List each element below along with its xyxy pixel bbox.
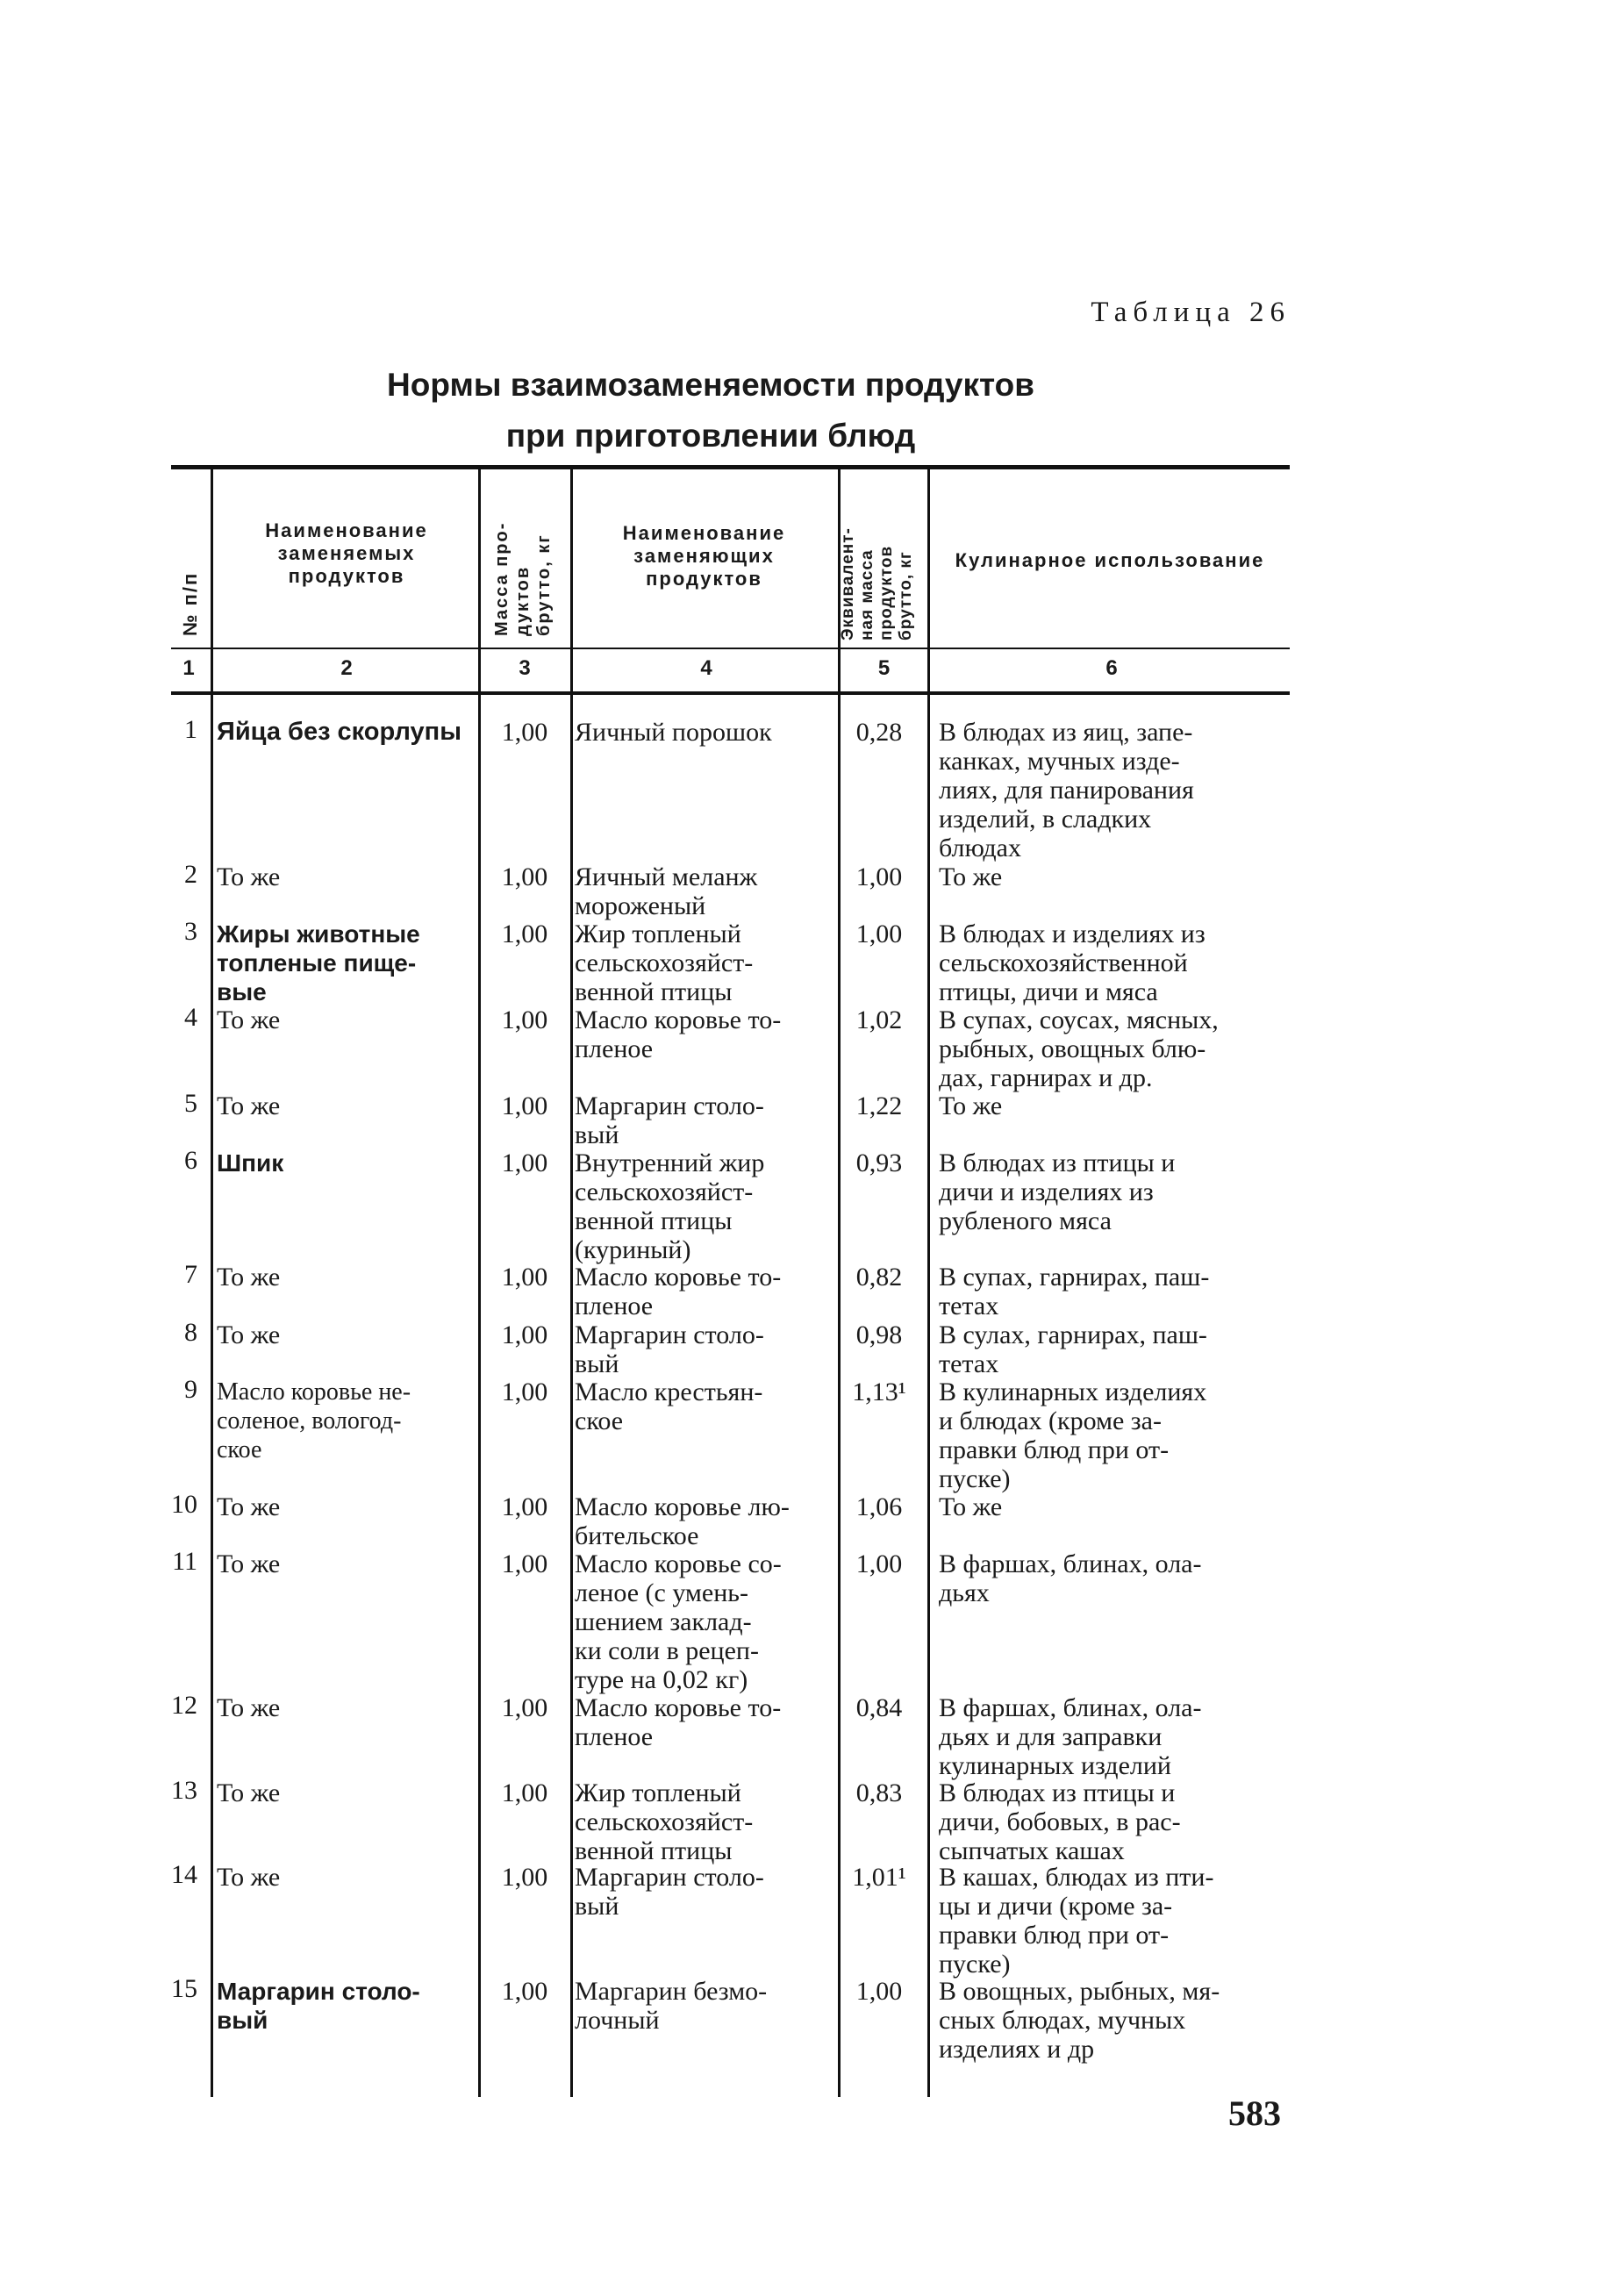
substitute-product: Масло коровье то- пленое	[575, 1263, 782, 1320]
substitute-product: Яичный меланж мороженый	[575, 862, 758, 920]
replaced-product: То же	[217, 1492, 281, 1521]
mass-value: 1,00	[501, 1863, 548, 1892]
culinary-use: В супах, гарнирах, паш- тетах	[939, 1263, 1210, 1320]
equivalent-value: 0,83	[855, 1778, 903, 1807]
replaced-product: То же	[217, 1778, 281, 1807]
mass-value: 1,00	[501, 1149, 548, 1177]
replaced-product: То же	[217, 1320, 281, 1349]
column-number: 1	[182, 656, 195, 680]
culinary-use: В блюдах и изделиях из сельскохозяйственной птицы, дичи и мяса	[939, 920, 1205, 1006]
column-number: 4	[700, 656, 712, 680]
substitute-product: Масло крестьян- ское	[575, 1378, 763, 1435]
column-number: 2	[340, 656, 353, 680]
replaced-product: То же	[217, 1263, 281, 1292]
table-title	[298, 360, 1123, 462]
culinary-use: В кулинарных изделиях и блюдах (кроме за- правки блюд при от- пуске)	[939, 1378, 1207, 1493]
header-equivalent-mass: Эквивалент- ная масса продуктов брутто, кг	[839, 527, 915, 640]
equivalent-value: 0,98	[855, 1320, 903, 1349]
column-number: 5	[877, 656, 891, 680]
equivalent-value: 1,00	[855, 920, 903, 948]
column-number: 6	[1105, 656, 1118, 680]
replaced-product: То же	[217, 1549, 281, 1578]
culinary-use: В сулах, гарнирах, паш- тетах	[939, 1320, 1207, 1378]
substitute-product: Масло коровье то- пленое	[575, 1693, 782, 1751]
equivalent-value: 1,00	[855, 862, 903, 891]
row-number: 4	[184, 1003, 197, 1032]
mass-value: 1,00	[501, 1492, 548, 1521]
culinary-use: В блюдах из птицы и дичи, бобовых, в рас- сыпчатых кашах	[939, 1778, 1181, 1865]
substitute-product: Жир топленый сельскохозяйст- венной птицы	[575, 1778, 754, 1865]
column-divider	[478, 469, 481, 2097]
equivalent-value: 0,82	[855, 1263, 903, 1292]
replaced-product: То же	[217, 1863, 281, 1892]
replaced-product: Жиры животные топленые пище- вые	[217, 920, 420, 1005]
substitute-product: Жир топленый сельскохозяйст- венной птицы	[575, 920, 754, 1006]
substitute-product: Яичный порошок	[575, 718, 772, 747]
mass-value: 1,00	[501, 1778, 548, 1807]
mass-value: 1,00	[501, 1263, 548, 1292]
culinary-use: В блюдах из яиц, запе- канках, мучных изде- лиях, для панирования изделий, в сладких блюдах	[939, 718, 1194, 862]
culinary-use: В овощных, рыбных, мя- сных блюдах, мучных изделиях и др	[939, 1977, 1220, 2064]
replaced-product: Масло коровье не- соленое, вологод- ское	[217, 1378, 411, 1463]
equivalent-value: 1,01¹	[852, 1863, 906, 1892]
header-replaced-products: Наименование заменяемых продуктов	[265, 519, 428, 587]
replaced-product: То же	[217, 862, 281, 891]
replaced-product: То же	[217, 1693, 281, 1722]
row-number: 11	[172, 1547, 197, 1576]
table-top-rule	[171, 465, 1290, 469]
replaced-product: Яйца без скорлупы	[217, 718, 461, 746]
title-line-1: Нормы взаимозаменяемости продуктов	[387, 367, 1034, 403]
equivalent-value: 1,06	[855, 1492, 903, 1521]
equivalent-value: 0,84	[855, 1693, 903, 1722]
mass-value: 1,00	[501, 1320, 548, 1349]
culinary-use: В фаршах, блинах, ола- дьях	[939, 1549, 1202, 1607]
column-divider	[927, 469, 930, 2097]
culinary-use: То же	[939, 862, 1003, 891]
culinary-use: То же	[939, 1091, 1003, 1120]
row-number: 3	[184, 917, 197, 946]
equivalent-value: 1,22	[855, 1091, 903, 1120]
substitute-product: Масло коровье со- леное (с умень- шением заклад- ки соли в рецеп- туре на 0,02 кг)	[575, 1549, 782, 1694]
substitute-product: Маргарин безмо- лочный	[575, 1977, 768, 2035]
mass-value: 1,00	[501, 1005, 548, 1034]
row-number: 15	[171, 1974, 197, 2003]
row-number: 6	[184, 1146, 197, 1175]
substitute-product: Маргарин столо- вый	[575, 1863, 764, 1921]
row-number: 9	[184, 1375, 197, 1404]
column-number: 3	[519, 656, 531, 680]
culinary-use: В блюдах из птицы и дичи и изделиях из рубленого мяса	[939, 1149, 1176, 1235]
culinary-use: То же	[939, 1492, 1003, 1521]
mass-value: 1,00	[501, 1378, 548, 1406]
row-number: 1	[184, 715, 197, 744]
substitute-product: Масло коровье лю- бительское	[575, 1492, 790, 1550]
mass-value: 1,00	[501, 1549, 548, 1578]
substitute-product: Маргарин столо- вый	[575, 1091, 764, 1149]
row-number: 2	[184, 860, 197, 889]
replaced-product: Маргарин столо- вый	[217, 1978, 420, 2034]
equivalent-value: 0,93	[855, 1149, 903, 1177]
column-divider	[211, 469, 213, 2097]
culinary-use: В кашах, блюдах из пти- цы и дичи (кроме за- правки блюд при от- пуске)	[939, 1863, 1214, 1979]
equivalent-value: 1,13¹	[852, 1378, 906, 1406]
row-number: 5	[184, 1089, 197, 1118]
equivalent-value: 1,00	[855, 1549, 903, 1578]
mass-value: 1,00	[501, 1693, 548, 1722]
equivalent-value: 0,28	[855, 718, 903, 747]
row-number: 10	[171, 1490, 197, 1519]
page-number: 583	[1228, 2093, 1281, 2133]
mass-value: 1,00	[501, 1091, 548, 1120]
table-label: Таблица 26	[1091, 297, 1291, 328]
mass-value: 1,00	[501, 862, 548, 891]
culinary-use: В фаршах, блинах, ола- дьях и для заправки кулинарных изделий	[939, 1693, 1202, 1780]
equivalent-value: 1,00	[855, 1977, 903, 2006]
mass-value: 1,00	[501, 718, 548, 747]
substitute-product: Масло коровье то- пленое	[575, 1005, 782, 1063]
replaced-product: То же	[217, 1005, 281, 1034]
substitute-product: Внутренний жир сельскохозяйст- венной птицы (куриный)	[575, 1149, 765, 1264]
colnum-bottom-rule	[171, 691, 1290, 695]
equivalent-value: 1,02	[855, 1005, 903, 1034]
mass-value: 1,00	[501, 1977, 548, 2006]
row-number: 14	[171, 1860, 197, 1889]
row-number: 12	[171, 1691, 197, 1720]
header-substitute-products: Наименование заменяющих продуктов	[622, 522, 786, 590]
header-row-number: № п/п	[179, 571, 201, 636]
row-number: 7	[184, 1260, 197, 1289]
substitute-product: Маргарин столо- вый	[575, 1320, 764, 1378]
mass-value: 1,00	[501, 920, 548, 948]
row-number: 8	[184, 1318, 197, 1347]
culinary-use: В супах, соусах, мясных, рыбных, овощных блю- дах, гарнирах и др.	[939, 1005, 1219, 1092]
header-mass: Масса про- дуктов брутто, кг	[492, 521, 554, 636]
replaced-product: То же	[217, 1091, 281, 1120]
title-line-2: при приготовлении блюд	[505, 418, 916, 454]
row-number: 13	[171, 1776, 197, 1805]
header-bottom-rule	[171, 648, 1290, 649]
column-divider	[570, 469, 573, 2097]
replaced-product: Шпик	[217, 1149, 284, 1177]
header-culinary-use: Кулинарное использование	[955, 549, 1265, 571]
